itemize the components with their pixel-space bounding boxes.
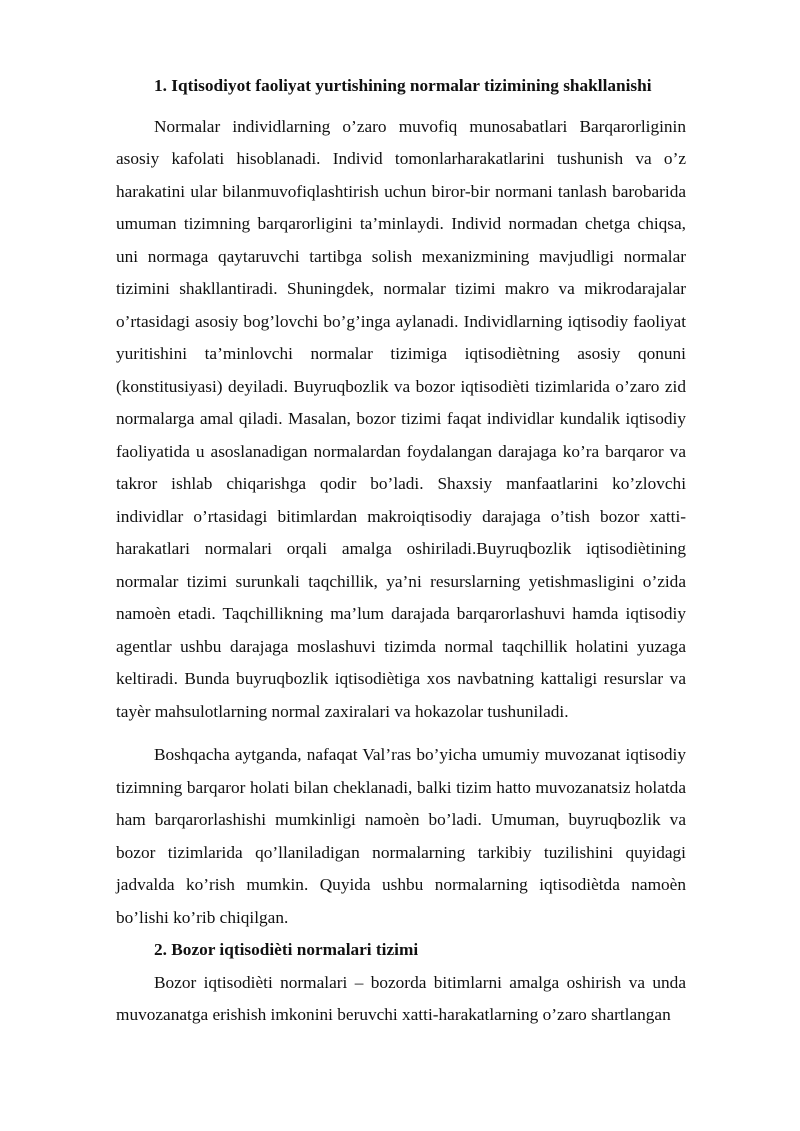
section-2-title: 2. Bozor iqtisodièti normalari tizimi — [154, 940, 419, 959]
paragraph-2: Boshqacha aytganda, nafaqat Val’ras bo’yicha umumiy muvozanat iqtisodiy tizimning barqaror holati bilan cheklanadi, balki tizim hatto muvozanatsiz holatda ham barqarorlashishi mumkinligi namoèn bo’ladi. Umuman, buyruqbozlik va bozor tizimlarida qo’llaniladigan normalarning tarkibiy tuzilishini quyidagi jadvalda ko’rish mumkin. Quyida ushbu normalarning iqtisodiètda namoèn bo’lishi ko’rib chiqilgan. — [116, 745, 686, 927]
section-1-title: 1. Iqtisodiyot faoliyat yurtishining normalar tizimining shakllanishi — [154, 76, 652, 95]
document-page — [116, 70, 686, 1032]
paragraph-3: Bozor iqtisodièti normalari – bozorda bitimlarni amalga oshirish va unda muvozanatga erishish imkonini beruvchi xatti-harakatlarning o’zaro shartlangan — [116, 972, 686, 1024]
paragraph-1: Normalar individlarning o’zaro muvofiq munosabatlari Barqarorliginin asosiy kafolati hisoblanadi. Individ tomonlarharakatlarini tushunish va o’z harakatini ular bilanmuvofiqlashtirish uchun biror-bir normani tanlash barobarida umuman tizimning barqarorligini ta’minlaydi. Individ normadan chetga chiqsa, uni normaga qaytaruvchi tartibga solish mexanizmining mavjudligi normalar tizimini shakllantiradi. Shuningdek, normalar tizimi makro va mikrodarajalar o’rtasidagi asosiy bog’lovchi bo’g’inga aylanadi. Individlarning iqtisodiy faoliyat yuritishini ta’minlovchi normalar tizimiga iqtisodiètning asosiy qonuni (konstitusiyasi) deyiladi. Buyruqbozlik va bozor iqtisodièti tizimlarida o’zaro zid normalarga amal qiladi. Masalan, bozor tizimi faqat individlar kundalik iqtisodiy faoliyatida u asoslanadigan normalardan foydalangan darajaga ko’ra barqaror va takror ishlab chiqarishga qodir bo’ladi. Shaxsiy manfaatlarini ko’zlovchi individlar o’rtasidagi bitimlardan makroiqtisodiy darajaga o’tish bozor xatti-harakatlari normalari orqali amalga oshiriladi.Buyruqbozlik iqtisodiètining normalar tizimi surunkali taqchillik, ya’ni resurslarning yetishmasligini o’zida namoèn etadi. Taqchillikning ma’lum darajada barqarorlashuvi hamda iqtisodiy agentlar ushbu darajaga moslashuvi tizimda normal taqchillik holatini yuzaga keltiradi. Bunda buyruqbozlik iqtisodiètiga xos navbatning kattaligi resurslar va tayèr mahsulotlarning normal zaxiralari va hokazolar tushuniladi. — [116, 116, 686, 721]
